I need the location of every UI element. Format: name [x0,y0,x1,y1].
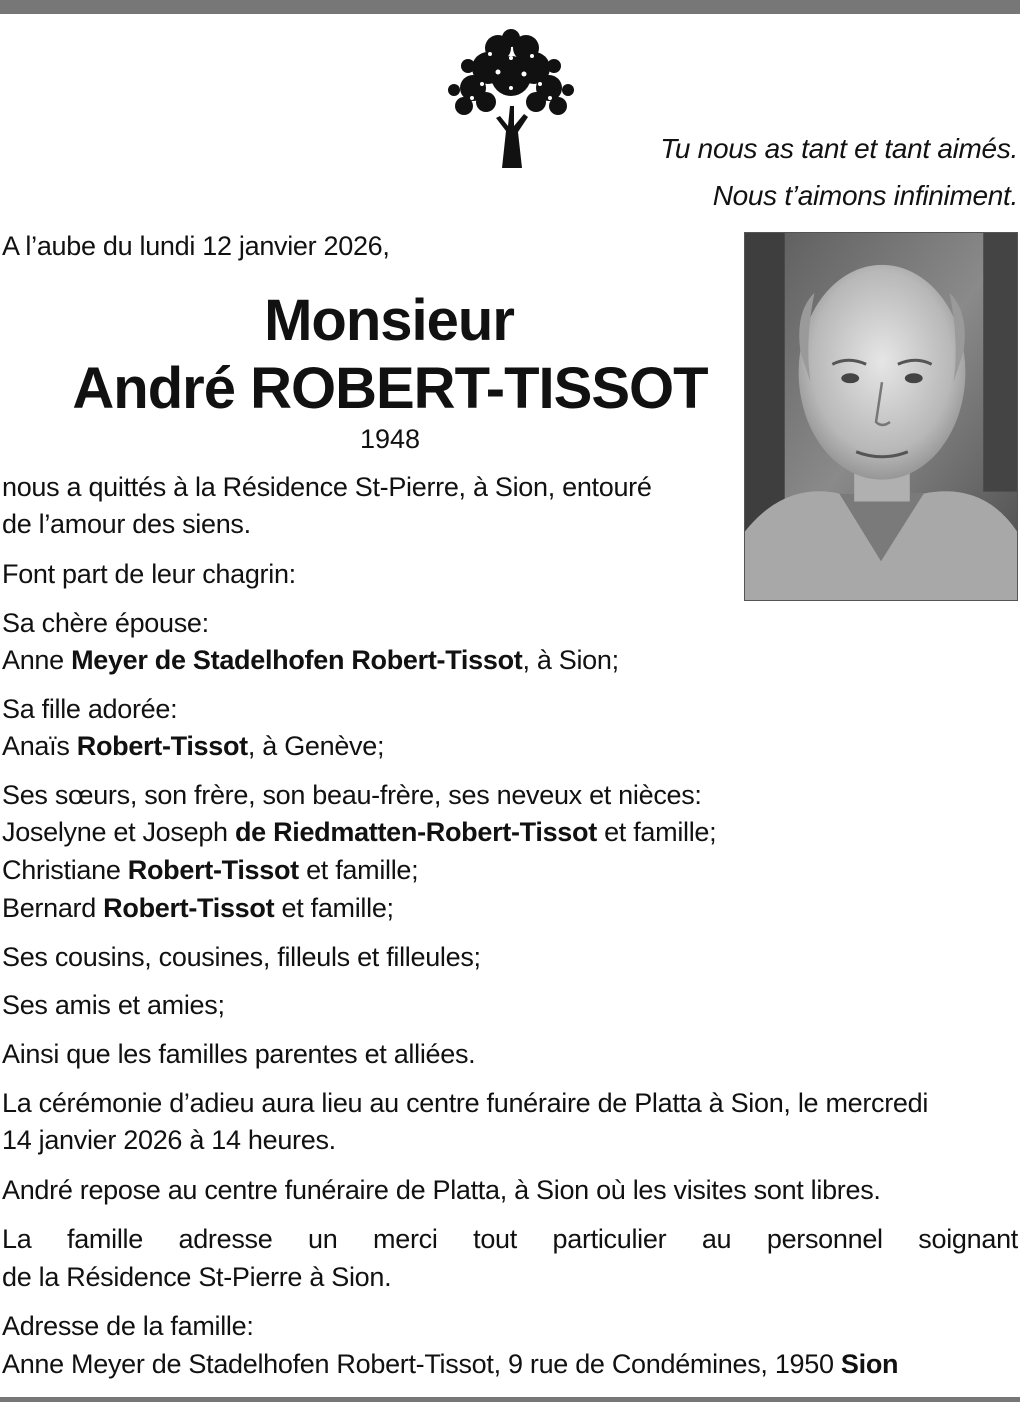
portrait-photo [744,232,1018,601]
intro-text: A l’aube du lundi 12 janvier 2026, [2,231,390,261]
cousins-line: Ses cousins, cousines, filleuls et filleules; [2,942,481,972]
sibling-surname: Robert-Tissot [103,893,275,923]
top-border [0,0,1020,14]
address-label: Adresse de la famille: [2,1311,254,1341]
tree-icon [438,26,584,168]
spouse-surname: Meyer de Stadelhofen Robert-Tissot [71,645,523,675]
birth-year: 1948 [359,424,421,454]
repose-line: André repose au centre funéraire de Platta, à Sion où les visites sont libres. [2,1175,881,1205]
sibling-line: Christiane Robert-Tissot et famille; [2,855,419,885]
daughter-label: Sa fille adorée: [2,694,178,724]
thanks-line-2: de la Résidence St-Pierre à Sion. [2,1262,392,1292]
address-city: Sion [840,1349,899,1379]
sibling-line: Joselyne et Joseph de Riedmatten-Robert-Tissot et famille; [2,817,717,847]
motto-line-1: Tu nous as tant et tant aimés. [660,133,1018,164]
spouse-label: Sa chère épouse: [2,608,209,638]
ceremony-line-2: 14 janvier 2026 à 14 heures. [2,1125,336,1155]
ceremony-line-1: La cérémonie d’adieu aura lieu au centre funéraire de Platta à Sion, le mercredi [2,1088,929,1118]
deceased-name: André ROBERT-TISSOT [72,356,708,421]
thanks-line-1: La famille adresse un merci tout particulier au personnel soignant [2,1224,1018,1254]
relatives-line: Ainsi que les familles parentes et alliées. [2,1039,476,1069]
sibling-surname: Robert-Tissot [127,855,299,885]
sibling-line: Bernard Robert-Tissot et famille; [2,893,394,923]
bottom-border [0,1397,1020,1402]
passing-line-2: de l’amour des siens. [2,509,251,539]
daughter-surname: Robert-Tissot [76,731,248,761]
sibling-surname: de Riedmatten-Robert-Tissot [234,817,597,847]
address-line: Anne Meyer de Stadelhofen Robert-Tissot, 9 rue de Condémines, 1950 Sion [2,1349,899,1379]
spouse-line: Anne Meyer de Stadelhofen Robert-Tissot, à Sion; [2,645,619,675]
announce-text: Font part de leur chagrin: [2,559,296,589]
passing-line-1: nous a quittés à la Résidence St-Pierre, à Sion, entouré [2,472,652,502]
deceased-honorific: Monsieur [264,288,514,353]
daughter-line: Anaïs Robert-Tissot, à Genève; [2,731,385,761]
siblings-label: Ses sœurs, son frère, son beau-frère, ses neveux et nièces: [2,780,702,810]
motto-line-2: Nous t’aimons infiniment. [712,180,1018,211]
friends-line: Ses amis et amies; [2,990,225,1020]
